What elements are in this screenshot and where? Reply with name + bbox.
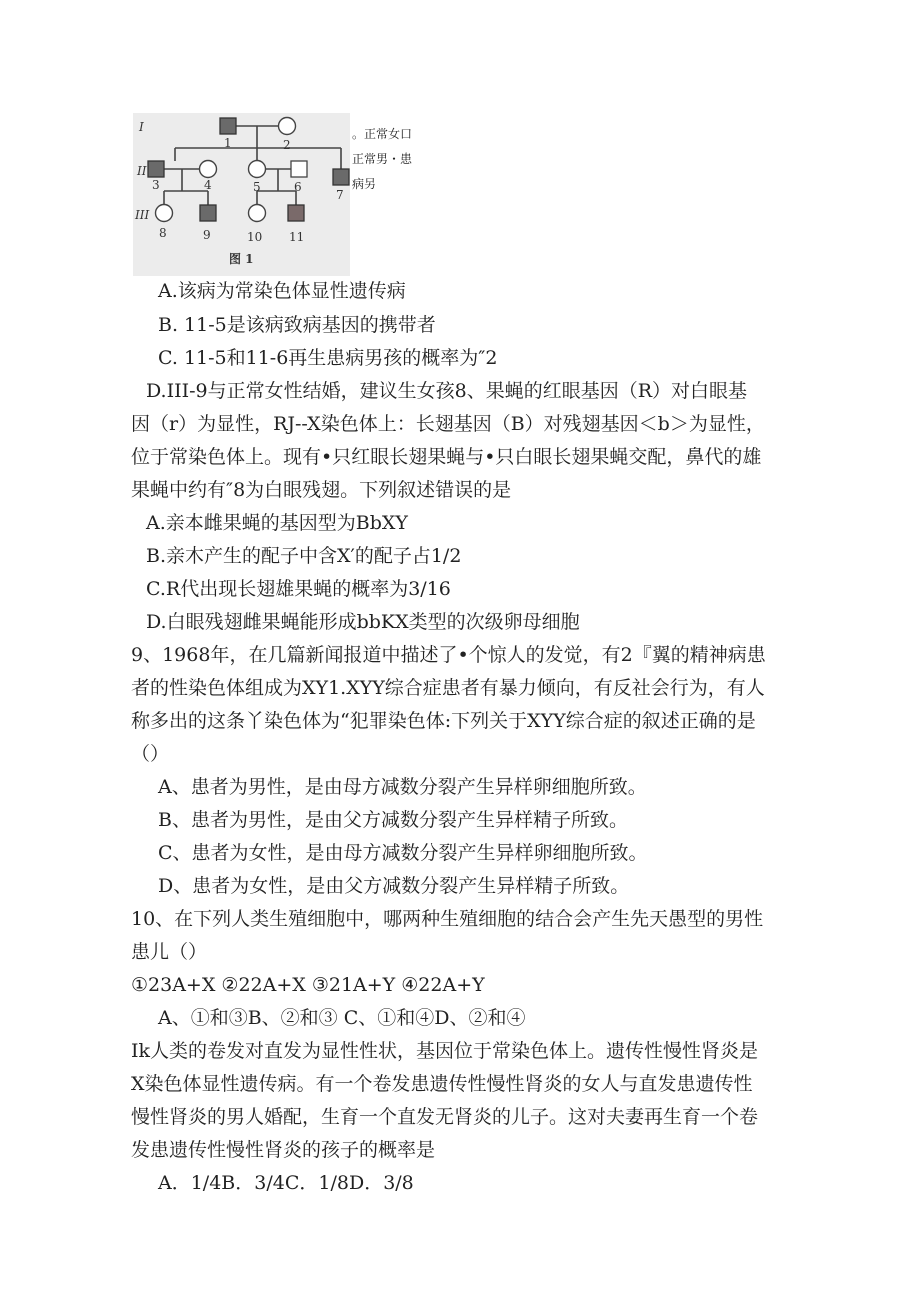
question-11-text: 慢性肾炎的男人婚配，生育一个直发无肾炎的儿子。这对夫妻再生育一个卷 <box>131 1106 759 1128</box>
individual-number: 11 <box>289 230 305 244</box>
question-8-text: 果蝇中约有″8为白眼残翅。下列叙述错误的是 <box>131 479 512 501</box>
pedigree-iii-8-normal-female <box>156 205 173 222</box>
question-9-option-c: C、患者为女性，是由母方减数分裂产生异样卵细胞所致。 <box>158 842 648 864</box>
question-9-text: 称多出的这条丫染色体为“犯罪染色体:下列关于XYY综合症的叙述正确的是 <box>131 710 756 732</box>
pedigree-iii-10-normal-female <box>249 205 266 222</box>
question-11-text: 发患遗传性慢性肾炎的孩子的概率是 <box>131 1139 436 1161</box>
pedigree-iii-11-affected-male <box>288 205 304 221</box>
pedigree-ii-3-affected-male <box>148 161 164 177</box>
pedigree-ii-7-affected-male <box>333 169 349 185</box>
generation-label: III <box>135 208 150 222</box>
individual-number: 1 <box>224 136 232 150</box>
question-9-option-b: B、患者为男性，是由父方减数分裂产生异样精子所致。 <box>158 809 628 831</box>
pedigree-figure <box>133 113 350 276</box>
pedigree-ii-4-normal-female <box>200 161 217 178</box>
question-11-text: X染色体显性遗传病。有一个卷发患遗传性慢性肾炎的女人与直发患遗传性 <box>131 1073 753 1095</box>
pedigree-i-2-normal-female <box>279 118 296 135</box>
option-a: A.该病为常染色体显性遗传病 <box>158 280 406 302</box>
individual-number: 3 <box>152 178 160 192</box>
question-8-option-a: A.亲本雌果蝇的基因型为BbXY <box>146 512 408 534</box>
pedigree-iii-9-affected-male <box>200 205 216 221</box>
figure-caption: 图 1 <box>229 252 254 266</box>
individual-number: 10 <box>247 230 263 244</box>
individual-number: 8 <box>159 226 167 240</box>
question-11-options: A．1/4B．3/4C．1/8D．3/8 <box>158 1172 414 1194</box>
question-9-option-d: D、患者为女性，是由父方减数分裂产生异样精子所致。 <box>158 875 630 897</box>
question-8-option-b: B.亲木产生的配子中含X′的配子占1/2 <box>146 545 462 567</box>
question-9-text: 9、1968年，在几篇新闻报道中描述了•个惊人的发觉，有2『翼的精神病患 <box>131 644 766 666</box>
individual-number: 6 <box>294 180 302 194</box>
option-d-question-8-start: D.III-9与正常女性结婚，建议生女孩8、果蝇的红眼基因（R）对白眼基 <box>146 380 748 402</box>
pedigree-ii-5-normal-female <box>249 161 266 178</box>
individual-number: 5 <box>253 180 261 194</box>
pedigree-i-1-affected-male <box>220 118 236 134</box>
option-b: B. 11-5是该病致病基因的携带者 <box>158 314 436 336</box>
question-10-text: 10、在下列人类生殖细胞中，哪两种生殖细胞的结合会产生先天愚型的男性 <box>131 908 764 930</box>
figure-legend-line: 。正常女口 <box>352 127 413 141</box>
generation-label: I <box>139 120 144 134</box>
question-10-options: A、①和③B、②和③ C、①和④D、②和④ <box>158 1007 526 1029</box>
question-11-text: Ik人类的卷发对直发为显性性状，基因位于常染色体上。遗传性慢性肾炎是 <box>131 1040 759 1062</box>
pedigree-ii-6-normal-male <box>291 161 307 177</box>
question-8-option-c: C.R代出现长翅雄果蝇的概率为3/16 <box>146 578 451 600</box>
option-c: C. 11-5和11-6再生患病男孩的概率为″2 <box>158 347 498 369</box>
question-10-text: 患儿（） <box>131 941 208 963</box>
figure-legend-line: 病另 <box>352 177 377 191</box>
question-9-text: 者的性染色体组成为XY1.XYY综合症患者有暴力倾向，有反社会行为，有人 <box>131 677 765 699</box>
individual-number: 7 <box>336 188 344 202</box>
question-8-text: 位于常染色体上。现有•只红眼长翅果蝇与•只白眼长翅果蝇交配，鼻代的雄 <box>131 446 762 468</box>
individual-number: 2 <box>283 138 291 152</box>
pedigree-chart <box>133 113 350 276</box>
individual-number: 9 <box>203 228 211 242</box>
individual-number: 4 <box>204 178 212 192</box>
generation-label: II <box>137 164 147 178</box>
question-9-text: （） <box>131 743 170 765</box>
question-8-option-d: D.白眼残翅雌果蝇能形成bbKX类型的次级卵母细胞 <box>146 611 580 633</box>
question-9-option-a: A、患者为男性，是由母方减数分裂产生异样卵细胞所致。 <box>158 776 647 798</box>
question-10-choices: ①23A+X ②22A+X ③21A+Y ④22A+Y <box>131 974 485 996</box>
figure-legend-line: 正常男・患 <box>352 152 413 166</box>
question-8-text: 因（r）为显性，RJ--X染色体上：长翅基因（B）对残翅基因＜b＞为显性， <box>131 413 765 435</box>
